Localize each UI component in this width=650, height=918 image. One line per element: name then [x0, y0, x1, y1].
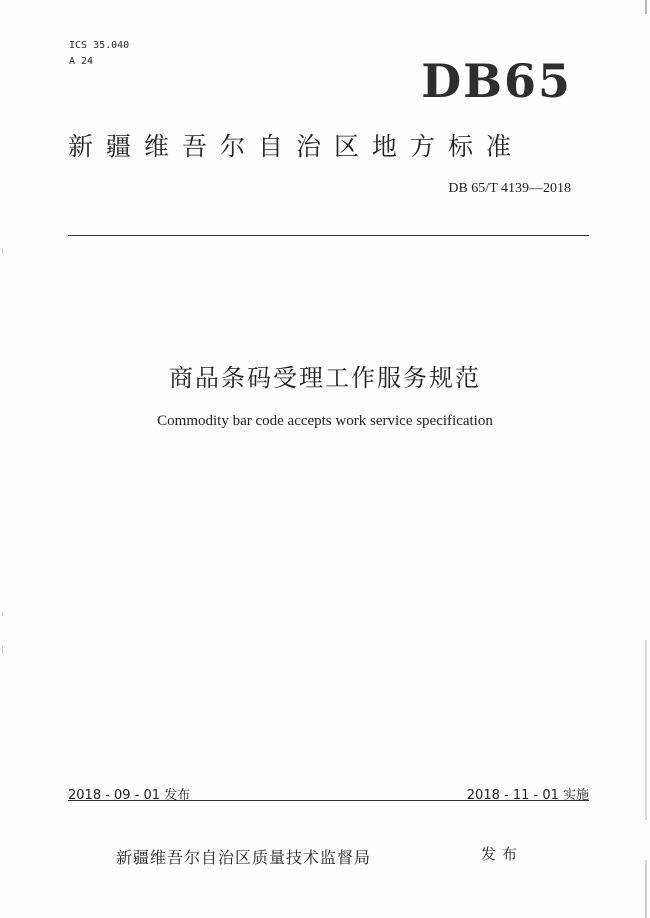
issuing-authority: 新疆维吾尔自治区质量技术监督局 — [116, 848, 372, 867]
ccs-code: A 24 — [69, 56, 94, 67]
scan-edge-mark — [2, 612, 3, 616]
title-chinese: 商品条码受理工作服务规范 — [169, 364, 481, 392]
scan-edge-mark — [2, 646, 3, 654]
standard-number: DB 65/T 4139—2018 — [448, 181, 571, 196]
bottom-divider — [68, 800, 589, 801]
scan-edge-mark — [645, 640, 647, 820]
standard-type-heading: 新疆维吾尔自治区地方标准 — [68, 132, 525, 161]
title-english: Commodity bar code accepts work service specification — [157, 413, 493, 429]
scan-edge-mark — [645, 0, 647, 14]
implementation-date: 2018 - 11 - 01 实施 — [466, 788, 589, 803]
scan-edge-mark — [2, 248, 3, 254]
issue-date: 2018 - 09 - 01 发布 — [68, 788, 191, 803]
ics-code: ICS 35.040 — [69, 40, 130, 51]
top-divider — [68, 235, 589, 236]
db-logo: DB65 — [421, 54, 572, 108]
issue-label: 发布 — [481, 845, 524, 863]
scan-edge-mark — [645, 860, 647, 918]
